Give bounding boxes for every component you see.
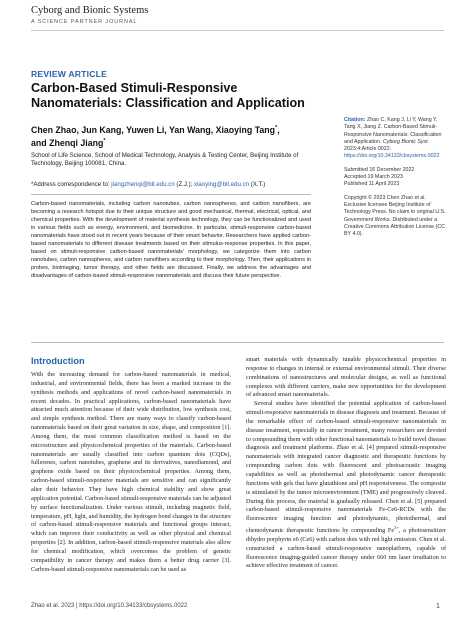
authors-line1: Chen Zhao, Jun Kang, Yuwen Li, Yan Wang, Xiaoying Tang: [31, 124, 276, 135]
body-divider: [31, 342, 444, 343]
citation-journal: Cyborg Bionic Syst.: [382, 138, 430, 145]
iron-charge-superscript: 3+: [394, 525, 399, 531]
copyright-block: Copyright © 2023 Chen Zhao et al. Exclusive licensee Beijing Institute of Technology Press. No claim to original U.S. Government Works. Distributed under a Creative Commons Attribution License (CC BY 4.0).: [344, 194, 446, 238]
article-title: Carbon-Based Stimuli-Responsive Nanomaterials: Classification and Application: [31, 81, 305, 110]
email-link-tang[interactable]: xiaoying@bit.edu.cn: [194, 181, 249, 188]
header-divider: [31, 30, 444, 31]
published-date: Published 11 April 2023: [344, 181, 400, 188]
correspondence: [31, 181, 311, 189]
citation-block: [344, 117, 446, 161]
intro-paragraph-continued: smart materials with dynamically tunable physicochemical properties in response to changes in internal or external environmental stimuli. Their diverse combinations of nanostructures and molecular designs, as well as functional complexes with different carriers, make new opportunities for the development of advanced smart nanomaterials.: [246, 356, 446, 399]
email2-suffix: (X.T.): [249, 181, 266, 188]
email1-suffix: (Z.J.);: [174, 181, 195, 188]
article-sidebar: [344, 117, 446, 244]
author-list: Chen Zhao, Jun Kang, Yuwen Li, Yan Wang, Xiaoying Tang*, and Zhenqi Jiang*: [31, 124, 280, 149]
citation-text: Zhao C, Kang J, Li Y, Wang Y, Tang X, Jiang Z. Carbon-Based Stimuli-Responsive Nanomaterials: Classification and Application.: [344, 117, 442, 145]
citation-doi-link[interactable]: https://doi.org/10.34133/cbsystems.0022: [344, 153, 440, 160]
dates-block: [344, 167, 446, 189]
submitted-date: Submitted 16 December 2022: [344, 166, 415, 173]
journal-header: [0, 0, 474, 46]
section-heading-introduction: Introduction: [31, 356, 85, 366]
citation-tail: 2023;4:Article 0022.: [344, 146, 392, 153]
body-column-left: [31, 371, 231, 574]
intro-paragraph-2: [246, 400, 446, 571]
affiliation: School of Life Science, School of Medical Technology, Analysis & Testing Center, Beijing Institute of Technology, Beijing 100081, China.: [31, 152, 299, 168]
authors-line2: and Zhenqi Jiang: [31, 138, 104, 149]
body-column-right: [246, 356, 446, 571]
intro-paragraph-1: With the increasing demand for carbon-based nanomaterials in medical, industrial, and environmental fields, there has been a marked increase in the synthesis methods and applications of novel carbon-based nanomaterials in recent decades. In practical applications, carbon-based nanomaterials have attracted much attention because of their wide distribution, low synthesis cost, and simple synthesis method. There are many ways to classify carbon-based nanomaterials based on their great variation in size, shape, and composition [1]. Among them, the most common classification method is based on the microstructure and physicochemical properties of the materials. Carbon-based nanomaterials are usually classified into carbon quantum dots (CQDs), fullerenes, carbon nanotubes, graphene and its derivatives, nanodiamond, and graphene oxide based on their physicochemical properties. Among them, carbon-based stimuli-responsive materials are sensitive and can significantly alter their behavior. They have high chemical stability and show great application potential. Carbon-based stimuli-responsive materials can be adjusted by surface functionalization. Under various stimuli, including magnetic field, temperature, pH, light, and humidity, the hydrogen bond changes in the structure of carbon-based stimuli-responsive materials and functional groups interact, which can improve their conductivity as well as other physical and chemical properties [2]. In addition, carbon-based stimuli-responsive materials also allow for chemical modification, which overcomes the problem of genetic compatibility in cancer therapy and makes them a better drug carrier [3]. Carbon-based stimuli-responsive nanomaterials can be used as: [31, 371, 231, 573]
accepted-date: Accepted 19 March 2023: [344, 174, 403, 181]
journal-partner-line: A SCIENCE PARTNER JOURNAL: [31, 19, 138, 25]
correspondence-prefix: *Address correspondence to:: [31, 181, 112, 188]
intro-paragraph-2-tail: , a photosensitizer dihydro porphyrin e6 (Ce6) with carbon dots with red light emission. Chen et al. constructed a carbon-based stimuli-responsive nanoplatform, capable of fluorescence imaging-guided cancer therapy under 660 nm laser irradiation to achieve effective treatment of cancer.: [246, 527, 446, 570]
article-type: REVIEW ARTICLE: [31, 69, 108, 79]
journal-name: Cyborg and Bionic Systems: [31, 5, 149, 16]
abstract-divider: [31, 194, 311, 195]
citation-label: Citation:: [344, 117, 366, 123]
page-number: 1: [436, 603, 440, 610]
intro-paragraph-2-text: Several studies have identified the potential application of carbon-based stimuli-responsive nanomaterials in disease diagnosis and treatment. Because of the remarkable effect of carbon-based stimuli-responsive nanomaterials in disease treatment, especially in cancer treatment, many researchers are devoted to compounding them with other functional nanomaterials to build novel disease diagnosis and treatment platforms. Zhao et al. [4] prepared stimuli-responsive nanomaterials with integrated cancer diagnostic and therapeutic functions by compounding carbon dots with fluorescent and photoacoustic imaging capabilities as well as photothermal and photodynamic cancer therapeutic functions with gels that have glutathione and pH responsiveness. The composite is stimulated by the tumor microenvironment (TME) and progressively cleaved. During this process, the material is gradually released. Chen et al. [5] prepared carbon-based stimuli-responsive nanomaterials Fe-Ce6-RCDs with the fluorescence imaging function and photodynamic, photothermal, and chemodynamic therapeutic functions by compounding Fe: [246, 400, 446, 535]
page-footer: Zhao et al. 2023 | https://doi.org/10.34133/cbsystems.0022: [31, 603, 188, 609]
abstract: Carbon-based nanomaterials, including carbon nanotubes, carbon nanospheres, and carbon nanofibers, are becoming a research hotspot due to their unique structure and good mechanical, thermal, electrical, optical, and chemical properties. With the development of material synthesis technology, they can be functionalized and used in various fields such as energy, environment, and biomedicine. In particular, stimuli-responsive carbon-based nanomaterials have stood out in recent years because of their smart behavior. Researchers have applied carbon-based nanomaterials to different disease treatments based on their stimulus-response properties. In this paper, based on stimuli-responsive carbon-based nanomaterials' morphology, we categorize them into carbon nanotubes, carbon nanospheres, and carbon nanofibers according to their morphology. Then, their applications in probes, bioimaging, tumor therapy, and other fields are discussed. Finally, we address the advantages and disadvantages of carbon-based stimuli-responsive nanomaterials and discuss their future perspective.: [31, 201, 311, 279]
email-link-jiang[interactable]: jiangzhenqi@bit.edu.cn: [111, 181, 175, 188]
